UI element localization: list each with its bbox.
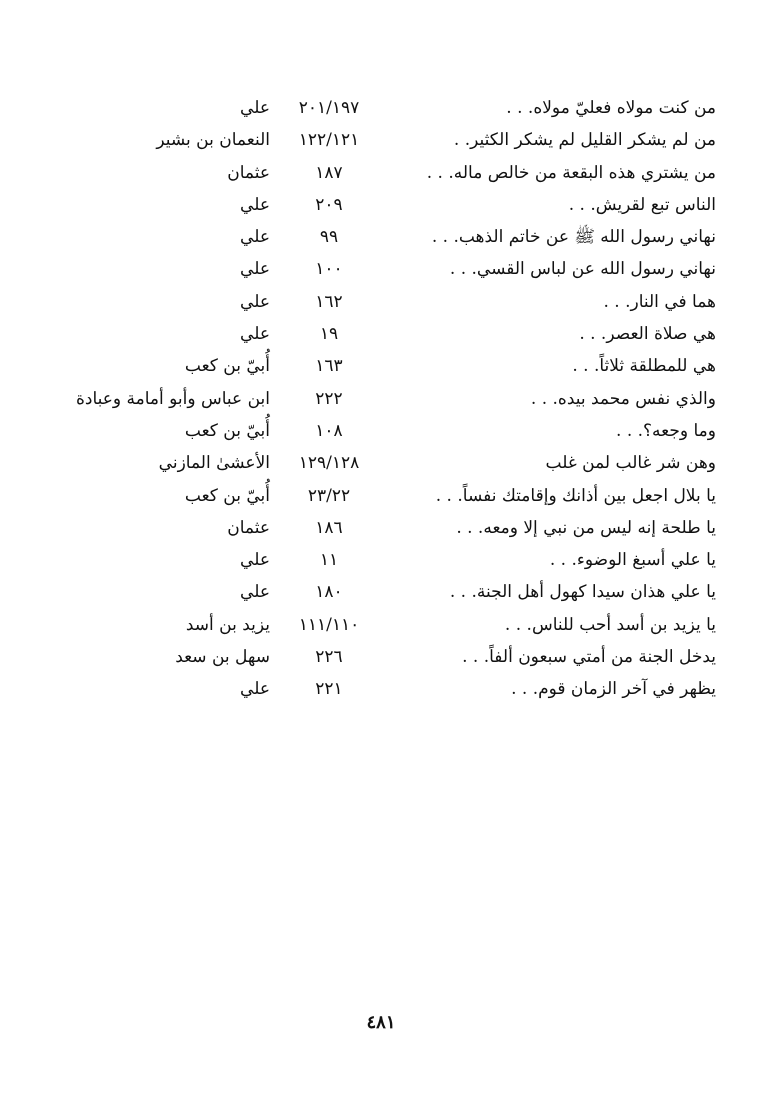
index-row: [0, 480, 762, 512]
narrator-name: سهل بن سعد: [175, 647, 270, 668]
hadith-text: وهن شر غالب لمن غلب: [545, 453, 716, 474]
hadith-text: هي للمطلقة ثلاثاً. . .: [572, 356, 716, 377]
hadith-text: من يشتري هذه البقعة من خالص ماله. . .: [426, 162, 716, 183]
hadith-text: يا طلحة إنه ليس من نبي إلا ومعه. . .: [456, 517, 716, 538]
hadith-text: يا يزيد بن أسد أحب للناس. . .: [504, 614, 716, 635]
narrator-name: علي: [240, 194, 270, 215]
index-row: [0, 221, 762, 253]
narrator-name: ابن عباس وأبو أمامة وعبادة: [75, 388, 270, 409]
hadith-text: يظهر في آخر الزمان قوم. . .: [511, 679, 716, 700]
hadith-index-table: [0, 92, 762, 706]
narrator-name: أُبيّ بن كعب: [184, 485, 270, 506]
index-row: [0, 189, 762, 221]
narrator-name: الأعشىٰ المازني: [158, 453, 270, 474]
narrator-name: علي: [240, 550, 270, 571]
page-reference: ١١: [319, 550, 339, 571]
hadith-text: من لم يشكر القليل لم يشكر الكثير. .: [453, 130, 716, 151]
page-reference: ١٢٩/١٢٨: [298, 453, 360, 474]
index-row: [0, 350, 762, 382]
narrator-name: أُبيّ بن كعب: [184, 356, 270, 377]
page-reference: ١٠٨: [315, 420, 343, 441]
hadith-text: يا علي هذان سيدا كهول أهل الجنة. . .: [449, 582, 716, 603]
page-reference: ٢٢٦: [315, 647, 343, 668]
narrator-name: علي: [240, 582, 270, 603]
narrator-name: علي: [240, 98, 270, 118]
index-row: [0, 157, 762, 189]
index-row: [0, 124, 762, 156]
page-reference: ٢٢٢: [315, 388, 343, 409]
index-row: [0, 447, 762, 479]
index-row: [0, 544, 762, 576]
narrator-name: علي: [240, 291, 270, 312]
index-row: [0, 673, 762, 705]
index-row: [0, 609, 762, 641]
hadith-text: وما وجعه؟. . .: [616, 420, 716, 441]
narrator-name: علي: [240, 324, 270, 345]
page-reference: ١٦٣: [315, 356, 343, 377]
index-row: [0, 253, 762, 285]
index-row: [0, 415, 762, 447]
narrator-name: علي: [240, 259, 270, 280]
hadith-text: من كنت مولاه فعليّ مولاه. . .: [506, 98, 716, 118]
narrator-name: أُبيّ بن كعب: [184, 420, 270, 441]
narrator-name: عثمان: [227, 517, 270, 538]
narrator-name: علي: [240, 227, 270, 248]
page-reference: ١٢٢/١٢١: [298, 130, 360, 151]
hadith-text: يا بلال اجعل بين أذانك وإقامتك نفساً. . .: [435, 485, 716, 506]
page-reference: ٢٣/٢٢: [307, 485, 351, 506]
hadith-text: نهاني رسول الله ﷺ عن خاتم الذهب. . .: [431, 227, 716, 248]
narrator-name: النعمان بن بشير: [156, 130, 270, 151]
hadith-text: يا علي أسبغ الوضوء. . .: [549, 550, 716, 571]
index-row: [0, 383, 762, 415]
page-number: ٤٨١: [366, 1012, 396, 1033]
hadith-text: نهاني رسول الله عن لباس القسي. . .: [449, 259, 716, 280]
index-row: [0, 318, 762, 350]
page-reference: ٩٩: [319, 227, 339, 248]
hadith-text: هي صلاة العصر. . .: [579, 324, 716, 345]
hadith-text: يدخل الجنة من أمتي سبعون ألفاً. . .: [462, 647, 716, 668]
narrator-name: عثمان: [227, 162, 270, 183]
index-row: [0, 641, 762, 673]
index-row: [0, 512, 762, 544]
page-reference: ٢٠١/١٩٧: [298, 98, 360, 118]
narrator-name: يزيد بن أسد: [185, 614, 270, 635]
hadith-text: والذي نفس محمد بيده. . .: [530, 388, 716, 409]
page-reference: ١٨٠: [315, 582, 343, 603]
narrator-name: علي: [240, 679, 270, 700]
hadith-text: الناس تبع لقريش. . .: [568, 194, 716, 215]
page-reference: ١٩: [319, 324, 339, 345]
index-row: [0, 576, 762, 608]
page-reference: ١٨٧: [315, 162, 343, 183]
page-reference: ٢٠٩: [315, 194, 343, 215]
index-row: [0, 92, 762, 124]
page-reference: ١٨٦: [315, 517, 343, 538]
page-reference: ١١١/١١٠: [298, 614, 360, 635]
index-row: [0, 286, 762, 318]
page-reference: ١٠٠: [315, 259, 343, 280]
page-reference: ١٦٢: [315, 291, 343, 312]
page-reference: ٢٢١: [315, 679, 343, 700]
hadith-text: هما في النار. . .: [603, 291, 716, 312]
